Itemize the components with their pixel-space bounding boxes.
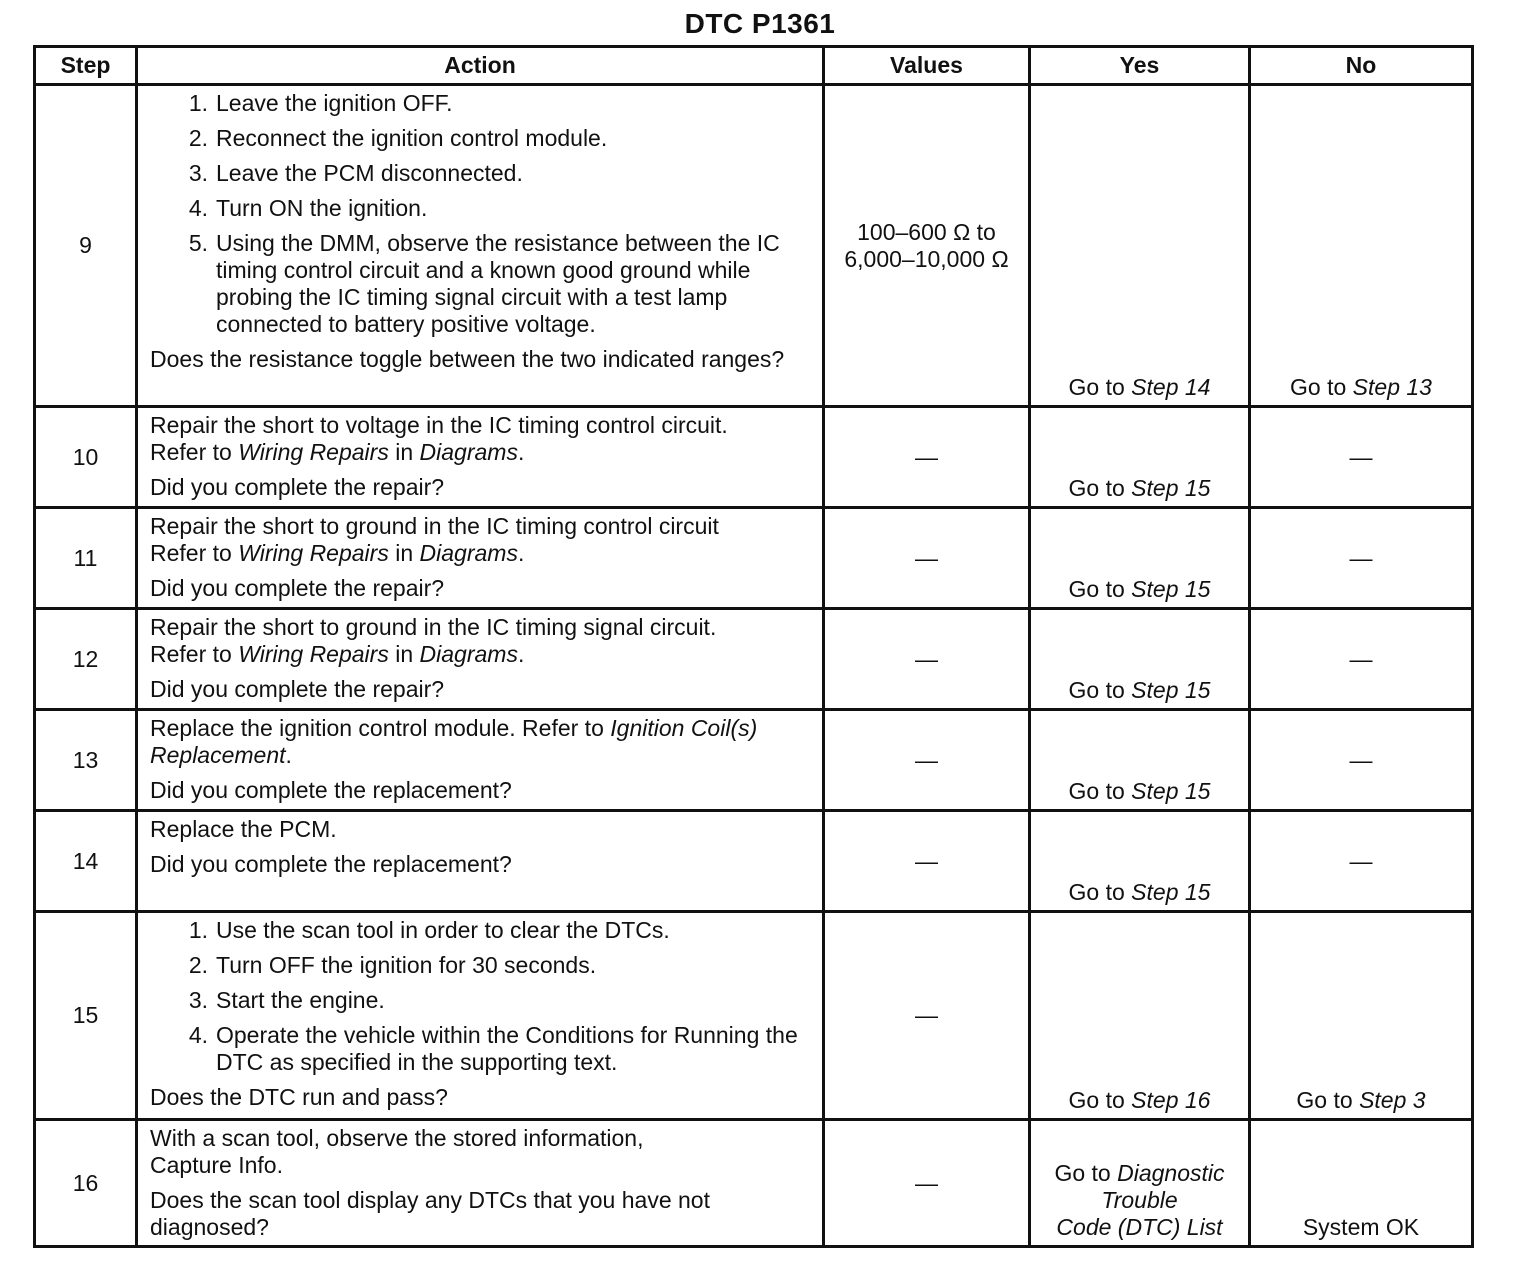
action-steps: [150, 917, 810, 1076]
step-number: 9: [35, 85, 137, 407]
values-cell: —: [824, 1120, 1030, 1247]
yes-cell: Go to Diagnostic Trouble Code (DTC) List: [1030, 1120, 1250, 1247]
yes-cell: Go to Step 15: [1030, 710, 1250, 811]
values-cell: —: [824, 912, 1030, 1120]
yes-step-link[interactable]: Step 15: [1131, 475, 1211, 501]
header-yes: Yes: [1030, 47, 1250, 85]
table-row-step-10: [35, 407, 1473, 508]
step-number: 12: [35, 609, 137, 710]
values-cell: [824, 85, 1030, 407]
dtc-table: [33, 45, 1474, 1248]
diagrams-link[interactable]: Diagrams: [419, 641, 518, 667]
list-item: 3. Leave the PCM disconnected.: [188, 160, 523, 186]
no-step-link[interactable]: Step 3: [1359, 1087, 1426, 1113]
step-number: 13: [35, 710, 137, 811]
header-row: [35, 47, 1473, 85]
yes-cell: Go to Step 15: [1030, 508, 1250, 609]
table-row-step-9: [35, 85, 1473, 407]
table-row-step-13: [35, 710, 1473, 811]
list-item: 2. Turn OFF the ignition for 30 seconds.: [188, 952, 597, 978]
yes-step-link[interactable]: Step 15: [1131, 677, 1211, 703]
action-cell: Repair the short to voltage in the IC timing control circuit. Refer to Wiring Repairs in Diagrams. Did you complete the repair?: [137, 407, 824, 508]
no-cell: [1250, 1120, 1473, 1247]
value-range-low: 100–600 Ω to: [857, 218, 996, 245]
step-number: 15: [35, 912, 137, 1120]
page-title: DTC P1361: [684, 8, 836, 39]
table-row-step-15: [35, 912, 1473, 1120]
action-question: Does the DTC run and pass?: [150, 1084, 448, 1110]
values-cell: —: [824, 407, 1030, 508]
no-cell: —: [1250, 609, 1473, 710]
list-item: 3. Start the engine.: [188, 987, 385, 1013]
action-cell: Replace the ignition control module. Refer to Ignition Coil(s) Replacement. Did you complete the replacement?: [137, 710, 824, 811]
step-number: 16: [35, 1120, 137, 1247]
step-number: 10: [35, 407, 137, 508]
action-question: Did you complete the repair?: [150, 676, 445, 702]
action-cell: Repair the short to ground in the IC timing control circuit Refer to Wiring Repairs in Diagrams. Did you complete the repair?: [137, 508, 824, 609]
no-cell: Go to Step 3: [1250, 912, 1473, 1120]
values-cell: —: [824, 811, 1030, 912]
no-cell: Go to Step 13: [1250, 85, 1473, 407]
table-row-step-14: [35, 811, 1473, 912]
list-item: 5. Using the DMM, observe the resistance between the IC timing control circuit and a known good ground while probing the IC timing signal circuit with a test lamp connected to battery positive voltage.: [188, 230, 780, 337]
step-number: 11: [35, 508, 137, 609]
values-cell: —: [824, 508, 1030, 609]
values-cell: —: [824, 609, 1030, 710]
no-cell: —: [1250, 710, 1473, 811]
yes-step-link[interactable]: Step 16: [1131, 1087, 1211, 1113]
system-ok-text: System OK: [1302, 1214, 1420, 1240]
no-cell: —: [1250, 811, 1473, 912]
ignition-coil-replacement-link[interactable]: Ignition Coil(s) Replacement: [150, 715, 758, 768]
dtc-list-link-line-3[interactable]: Code (DTC) List: [1056, 1214, 1223, 1240]
action-question: Does the scan tool display any DTCs that you have not diagnosed?: [150, 1187, 710, 1240]
action-question: Does the resistance toggle between the two indicated ranges?: [150, 346, 785, 372]
table-row-step-12: [35, 609, 1473, 710]
table-row-step-11: [35, 508, 1473, 609]
no-cell: —: [1250, 407, 1473, 508]
yes-cell: Go to Step 16: [1030, 912, 1250, 1120]
header-action: Action: [137, 47, 824, 85]
diagrams-link[interactable]: Diagrams: [419, 540, 518, 566]
action-question: Did you complete the replacement?: [150, 777, 512, 803]
yes-step-link[interactable]: Step 15: [1131, 879, 1211, 905]
header-values: Values: [824, 47, 1030, 85]
yes-step-link[interactable]: Step 15: [1131, 778, 1211, 804]
step-number: 14: [35, 811, 137, 912]
list-item: 4. Turn ON the ignition.: [188, 195, 428, 221]
yes-cell: Go to Step 14: [1030, 85, 1250, 407]
list-item: 1. Leave the ignition OFF.: [188, 90, 453, 116]
yes-step-link[interactable]: Step 14: [1131, 374, 1211, 400]
wiring-repairs-link[interactable]: Wiring Repairs: [238, 439, 389, 465]
action-cell: [137, 912, 824, 1120]
list-item: 2. Reconnect the ignition control module.: [188, 125, 608, 151]
header-no: No: [1250, 47, 1473, 85]
dtc-list-link-line-2[interactable]: Trouble: [1101, 1187, 1178, 1213]
yes-cell: Go to Step 15: [1030, 609, 1250, 710]
action-steps: [150, 90, 810, 338]
list-item: 4. Operate the vehicle within the Conditions for Running the DTC as specified in the supporting text.: [188, 1022, 798, 1075]
yes-step-link[interactable]: Step 15: [1131, 576, 1211, 602]
action-question: Did you complete the repair?: [150, 474, 445, 500]
diagrams-link[interactable]: Diagrams: [419, 439, 518, 465]
list-item: 1. Use the scan tool in order to clear the DTCs.: [188, 917, 670, 943]
action-cell: Replace the PCM. Did you complete the replacement?: [137, 811, 824, 912]
action-cell: With a scan tool, observe the stored information, Capture Info. Does the scan tool display any DTCs that you have not diagnosed?: [137, 1120, 824, 1247]
table-row-step-16: [35, 1120, 1473, 1247]
wiring-repairs-link[interactable]: Wiring Repairs: [238, 540, 389, 566]
yes-cell: Go to Step 15: [1030, 811, 1250, 912]
action-question: Did you complete the replacement?: [150, 851, 512, 877]
action-cell: Repair the short to ground in the IC timing signal circuit. Refer to Wiring Repairs in Diagrams. Did you complete the repair?: [137, 609, 824, 710]
no-cell: —: [1250, 508, 1473, 609]
action-cell: [137, 85, 824, 407]
values-cell: —: [824, 710, 1030, 811]
wiring-repairs-link[interactable]: Wiring Repairs: [238, 641, 389, 667]
header-step: Step: [35, 47, 137, 85]
value-range-high: 6,000–10,000 Ω: [844, 245, 1009, 272]
no-step-link[interactable]: Step 13: [1352, 374, 1432, 400]
action-question: Did you complete the repair?: [150, 575, 445, 601]
dtc-list-link[interactable]: Diagnostic: [1117, 1160, 1225, 1186]
yes-cell: Go to Step 15: [1030, 407, 1250, 508]
